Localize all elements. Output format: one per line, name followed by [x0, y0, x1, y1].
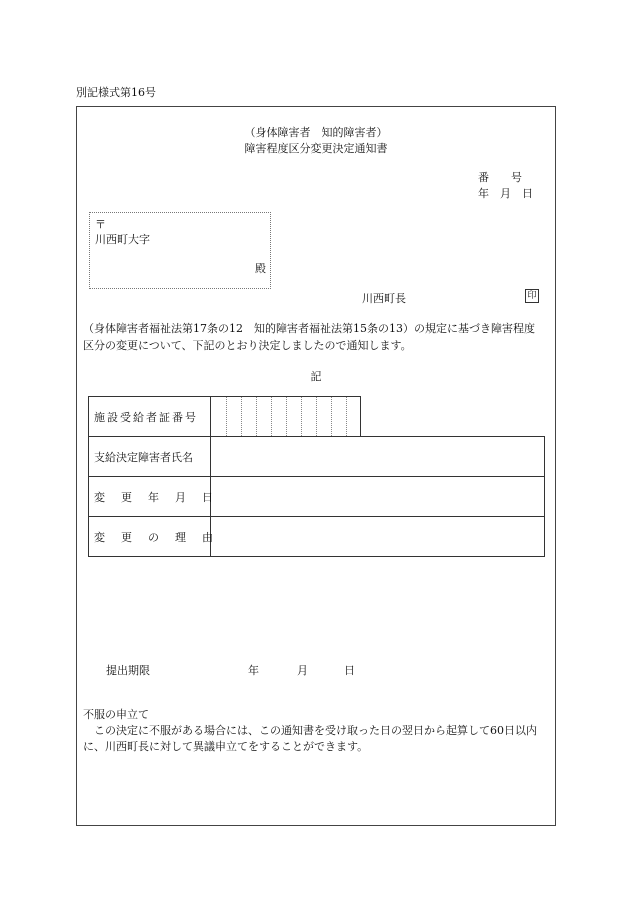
digit-divider — [226, 397, 227, 436]
deadline-month: 月 — [297, 664, 308, 677]
digit-divider — [271, 397, 272, 436]
document-title: 障害程度区分変更決定通知書 — [244, 142, 388, 155]
category-line: （身体障害者 知的障害者） — [244, 126, 388, 139]
issuer-name: 川西町長 — [362, 292, 406, 305]
notice-body-text: （身体障害者福祉法第17条の12 知的障害者福祉法第15条の13）の規定に基づき障害程度区分の変更について、下記のとおり決定しましたので通知します。 — [83, 322, 535, 352]
row-divider — [88, 476, 545, 477]
row-divider — [88, 516, 545, 517]
cert-number-digit-boxes — [211, 397, 361, 436]
reason-label-text: 変更の理由 — [94, 531, 229, 544]
recipient-honorific: 殿 — [255, 262, 266, 275]
digit-divider — [286, 397, 287, 436]
recipient-address-box — [89, 212, 271, 289]
digit-divider — [346, 397, 347, 436]
deadline-day: 日 — [344, 664, 355, 677]
deadline-year: 年 — [248, 664, 259, 677]
appeal-heading: 不服の申立て — [83, 708, 149, 721]
ref-number-label: 番 号 — [478, 171, 522, 184]
digit-divider — [241, 397, 242, 436]
seal-mark: 印 — [525, 289, 539, 303]
digit-divider — [256, 397, 257, 436]
change-date-label-text: 変更年月日 — [94, 491, 229, 504]
digit-divider — [301, 397, 302, 436]
name-label — [94, 449, 206, 465]
change-date-label — [94, 489, 229, 505]
postal-mark: 〒 — [95, 218, 106, 231]
digit-divider — [331, 397, 332, 436]
recipient-address: 川西町大字 — [95, 233, 150, 246]
appeal-section — [83, 707, 545, 755]
deadline-label: 提出期限 — [106, 664, 150, 677]
ref-date-label: 年 月 日 — [478, 187, 533, 200]
form-number: 別記様式第16号 — [76, 86, 156, 99]
ki-label: 記 — [310, 370, 322, 383]
reason-label — [94, 529, 229, 545]
name-label-text: 支給決定障害者氏名 — [94, 451, 193, 464]
appeal-text: この決定に不服がある場合には、この通知書を受け取った日の翌日から起算して60日以内に、川西町長に対して異議申立てをすることができます。 — [83, 724, 537, 753]
cert-number-label — [94, 409, 206, 425]
notice-body — [83, 320, 545, 354]
digit-divider — [316, 397, 317, 436]
cert-number-label-text: 施設受給者証番号 — [94, 411, 198, 424]
